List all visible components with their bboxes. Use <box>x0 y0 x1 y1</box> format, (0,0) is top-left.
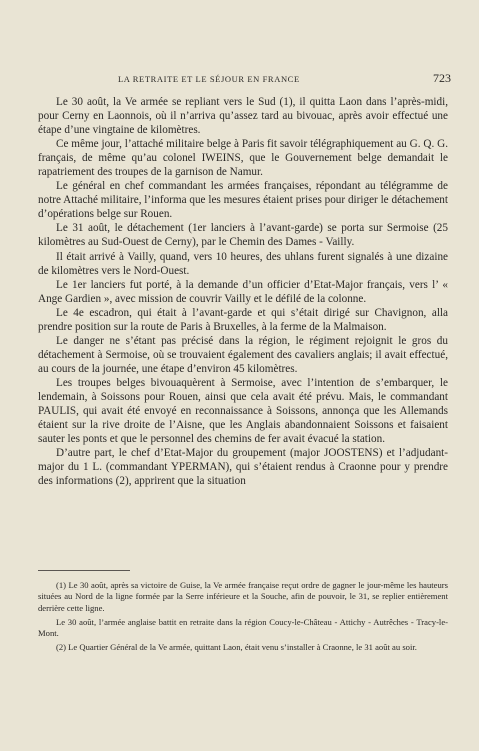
footnote: (2) Le Quartier Général de la Ve armée, quittant Laon, était venu s’installer à Craonne, le 31 août au soir. <box>56 642 417 653</box>
paragraph: Le général en chef commandant les armées françaises, répondant au télégramme de notre Attaché militaire, l’informa que les mesures étaient prises pour diriger le détachement d’opérations belge sur Rouen. <box>38 180 448 221</box>
paragraph: Ce même jour, l’attaché militaire belge à Paris fit savoir télégraphiquement au G. Q. G. français, de même qu’au colonel IWEINS, que le Gouvernement belge demandait le rapatriement des troupes de la garnison de Namur. <box>38 138 448 179</box>
paragraph: Le 30 août, la Ve armée se repliant vers le Sud (1), il quitta Laon dans l’après-midi, pour Cerny en Laonnois, où il n’arriva qu’assez tard au bivouac, après avoir effectué une étape d’une vingtaine de kilomètres. <box>38 96 448 137</box>
main-text <box>38 95 448 488</box>
paragraph: Le danger ne s’étant pas précisé dans la région, le régiment rejoignit le gros du détachement à Sermoise, où se trouvaient également des cavaliers anglais; il avait effectué, au cours de la journée, une étape d’environ 45 kilomètres. <box>38 334 448 375</box>
page-header <box>38 71 451 87</box>
paragraph: Les troupes belges bivouaquèrent à Sermoise, avec l’intention de s’embarquer, le lendemain, à Soissons pour Rouen, ainsi que cela avait été prévu. Mais, le commandant PAULIS, qui avait été envoyé en reconnaissance à Soissons, annonça que les Allemands étaient sur la rive droite de l’Aisne, que les Anglais abandonnaient Soissons et faisaient sauter les ponts et que le personnel des chemins de fer avait évacué la station. <box>38 376 448 446</box>
paragraph: Le 31 août, le détachement (1er lanciers à l’avant-garde) se porta sur Sermoise (25 kilomètres au Sud-Ouest de Cerny), par le Chemin des Dames - Vailly. <box>38 222 448 249</box>
paragraph: Il était arrivé à Vailly, quand, vers 10 heures, des uhlans furent signalés à une dizaine de kilomètres vers le Nord-Ouest. <box>38 250 448 277</box>
page-number: 723 <box>433 71 451 85</box>
paragraph: Le 1er lanciers fut porté, à la demande d’un officier d’Etat-Major français, vers l’ « Ange Gardien », avec mission de couvrir Vailly et le défilé de la colonne. <box>38 278 448 305</box>
paragraph: Le 4e escadron, qui était à l’avant-garde et qui s’était dirigé sur Chavignon, alla prendre position sur la route de Paris à Bruxelles, à la ferme de la Malmaison. <box>38 306 448 333</box>
running-title: LA RETRAITE ET LE SÉJOUR EN FRANCE <box>118 74 300 84</box>
footnotes <box>38 580 448 654</box>
paragraph: D’autre part, le chef d’Etat-Major du groupement (major JOOSTENS) et l’adjudant-major du 1 L. (commandant YPERMAN), qui s’étaient rendus à Craonne pour y prendre des informations (2), apprirent que la situation <box>38 447 448 488</box>
footnote-divider <box>38 570 130 571</box>
footnote: (1) Le 30 août, après sa victoire de Guise, la Ve armée française reçut ordre de gagner le jour-même les hauteurs situées au Nord de la ligne formée par la Serre inférieure et la Souche, afin de pouvoir, le 31, se replier entièrement derrière cette ligne. <box>38 580 448 613</box>
footnote: Le 30 août, l’armée anglaise battit en retraite dans la région Coucy-le-Château - Attichy - Autrêches - Tracy-le-Mont. <box>38 616 448 639</box>
